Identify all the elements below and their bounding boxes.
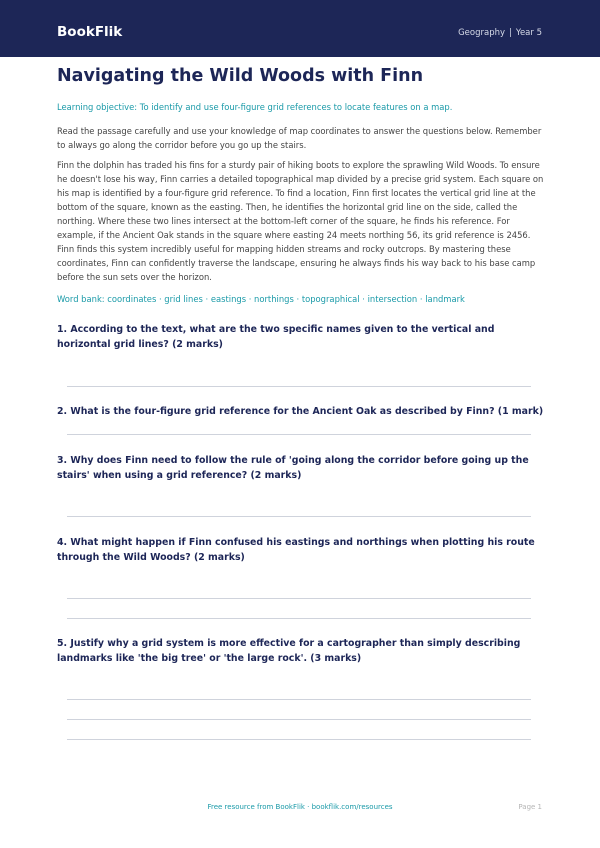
learning-objective: Learning objective: To identify and use four-figure grid references to locate features on a map. (57, 102, 453, 112)
answer-line[interactable] (67, 516, 531, 517)
answer-line[interactable] (67, 598, 531, 599)
brand-logo: BookFlik (57, 24, 123, 40)
meta-separator: | (509, 28, 512, 38)
page-title: Navigating the Wild Woods with Finn (57, 66, 424, 86)
question-2: 2. What is the four-figure grid reference for the Ancient Oak as described by Finn? (1 mark) (57, 406, 544, 417)
word-bank: Word bank: coordinates · grid lines · eastings · northings · topographical · intersection · landmark (57, 294, 465, 304)
subject-label: Geography (458, 28, 506, 38)
question-1: 1. According to the text, what are the two specific names given to the vertical and horizontal grid lines? (2 marks) (57, 324, 495, 350)
answer-line[interactable] (67, 386, 531, 387)
answer-line[interactable] (67, 699, 531, 700)
answer-line[interactable] (67, 719, 531, 720)
answer-line[interactable] (67, 434, 531, 435)
answer-line[interactable] (67, 618, 531, 619)
question-5: 5. Justify why a grid system is more effective for a cartographer than simply describing landmarks like 'the big tree' or 'the large rock'. (3 marks) (57, 638, 521, 664)
header-bar (0, 0, 600, 57)
subject-year-label (458, 27, 542, 39)
passage-paragraph: Finn the dolphin has traded his fins for a sturdy pair of hiking boots to explore the sprawling Wild Woods. To ensure he doesn't lose his way, Finn carries a detailed topographical map divided by a precise grid system. Each square on his map is identified by a four-figure grid reference. To find a location, Finn first locates the vertical grid line at the bottom of the square, known as the easting. Then, he identifies the horizontal grid line on the side, called the northing. Where these two lines intersect at the bottom-left corner of the square, he finds his reference. For example, if the Ancient Oak stands in the square where easting 24 meets northing 56, its grid reference is 2456. Finn finds this system incredibly useful for mapping hidden streams and rocky outcrops. By mastering these coordinates, Finn can confidently traverse the landscape, ensuring he always finds his way back to his base camp before the sun sets over the horizon. (57, 160, 544, 282)
instructions-paragraph: Read the passage carefully and use your knowledge of map coordinates to answer the questions below. Remember to always go along the corridor before you go up the stairs. (57, 126, 542, 150)
question-3: 3. Why does Finn need to follow the rule of 'going along the corridor before going up the stairs' when using a grid reference? (2 marks) (57, 455, 529, 481)
page-number: Page 1 (518, 803, 542, 811)
year-label: Year 5 (515, 28, 542, 38)
question-4: 4. What might happen if Finn confused his eastings and northings when plotting his route through the Wild Woods? (2 marks) (57, 537, 535, 563)
footer-link[interactable]: Free resource from BookFlik · bookflik.com/resources (207, 803, 393, 811)
answer-line[interactable] (67, 739, 531, 740)
